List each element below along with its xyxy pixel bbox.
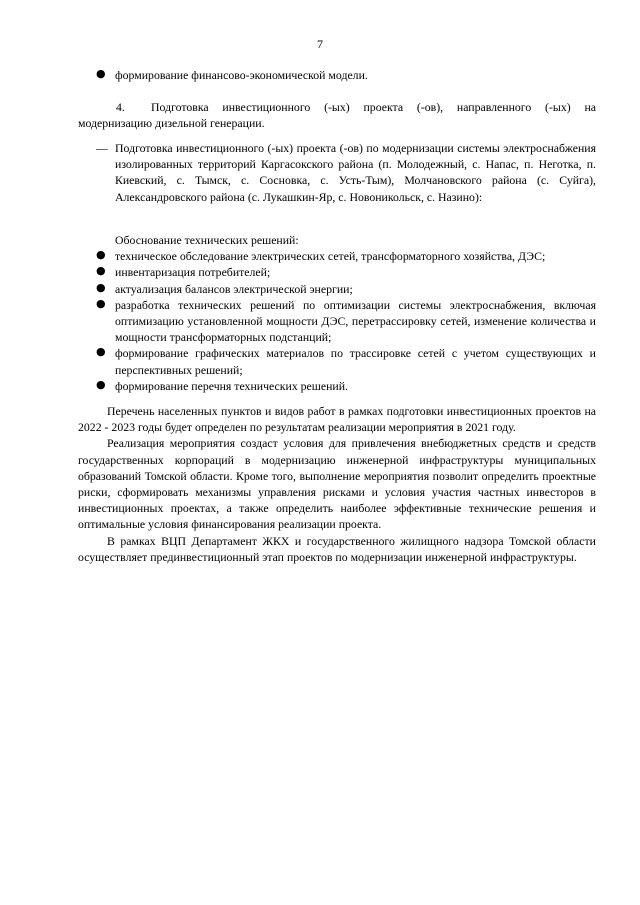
list-item-text: актуализация балансов электрической энергии; [115,281,353,296]
bullet-icon: ● [96,280,106,294]
bullet-icon: ● [96,264,106,278]
list-item [78,281,596,297]
list-item-text: инвентаризация потребителей; [115,265,271,280]
section-number: 4. [116,100,125,114]
list-item [78,264,596,280]
dash-item [78,140,596,205]
paragraph: Реализация мероприятия создаст условия для привлечения внебюджетных средств и средств государственных корпораций в модернизацию инженерной инфраструктуры муниципальных образований Томской области. Кроме того, выполнение мероприятия позволит определить проектные риски, сформировать механизмы управления рисками и условия участия частных инвесторов в инвестиционных проектах, а также определить наиболее эффективные технические решения и оптимальные условия финансирования реализации проекта. [78,436,596,532]
intro-bullet [78,67,596,83]
dash-icon: — [96,141,108,155]
intro-bullet-text: формирование финансово-экономической модели. [115,68,368,82]
list-item [78,297,596,346]
bullet-icon: ● [96,377,106,391]
justification-section [78,232,596,394]
paragraph: Перечень населенных пунктов и видов работ в рамках подготовки инвестиционных проектов на 2022 - 2023 годы будет определен по результатам реализации мероприятия в 2021 году. [78,404,596,435]
bullet-icon: ● [96,296,106,310]
list-item [78,378,596,394]
page-number: 7 [317,37,323,51]
bullet-icon: ● [96,248,106,262]
paragraph: В рамках ВЦП Департамент ЖКХ и государственного жилищного надзора Томской области осуществляет прединвестиционный этап проектов по модернизации инженерной инфраструктуры. [78,533,596,564]
list-item [78,248,596,264]
bullet-icon: ● [96,67,106,80]
list-item-text: формирование графических материалов по трассировке сетей с учетом существующих и перспективных решений; [115,346,596,377]
bullet-icon: ● [96,345,106,359]
justification-heading: Обоснование технических решений: [115,233,299,247]
section-4-heading [78,99,596,131]
list-item [78,345,596,377]
list-item-text: разработка технических решений по оптимизации системы электроснабжения, включая оптимизацию установленной мощности ДЭС, перетрассировку сетей, изменение количества и мощности трансформаторных подстанций; [115,297,596,345]
list-item-text: техническое обследование электрических сетей, трансформаторного хозяйства, ДЭС; [115,249,546,264]
dash-item-text: Подготовка инвестиционного (-ых) проекта (-ов) по модернизации системы электроснабжения изолированных территорий Каргасокского района (п. Молодежный, с. Напас, п. Неготка, п. Киевский, с. Тымск, с. Сосновка, с. Усть-Тым), Молчановского района (с. Суйга), Александровского района (с. Лукашкин-Яр, с. Новоникольск, с. Назино): [115,141,596,204]
body-text [78,403,596,565]
list-item-text: формирование перечня технических решений. [115,378,349,393]
section-title: Подготовка инвестиционного (-ых) проекта (-ов), направленного (-ых) на модернизацию дизельной генерации. [78,100,596,131]
